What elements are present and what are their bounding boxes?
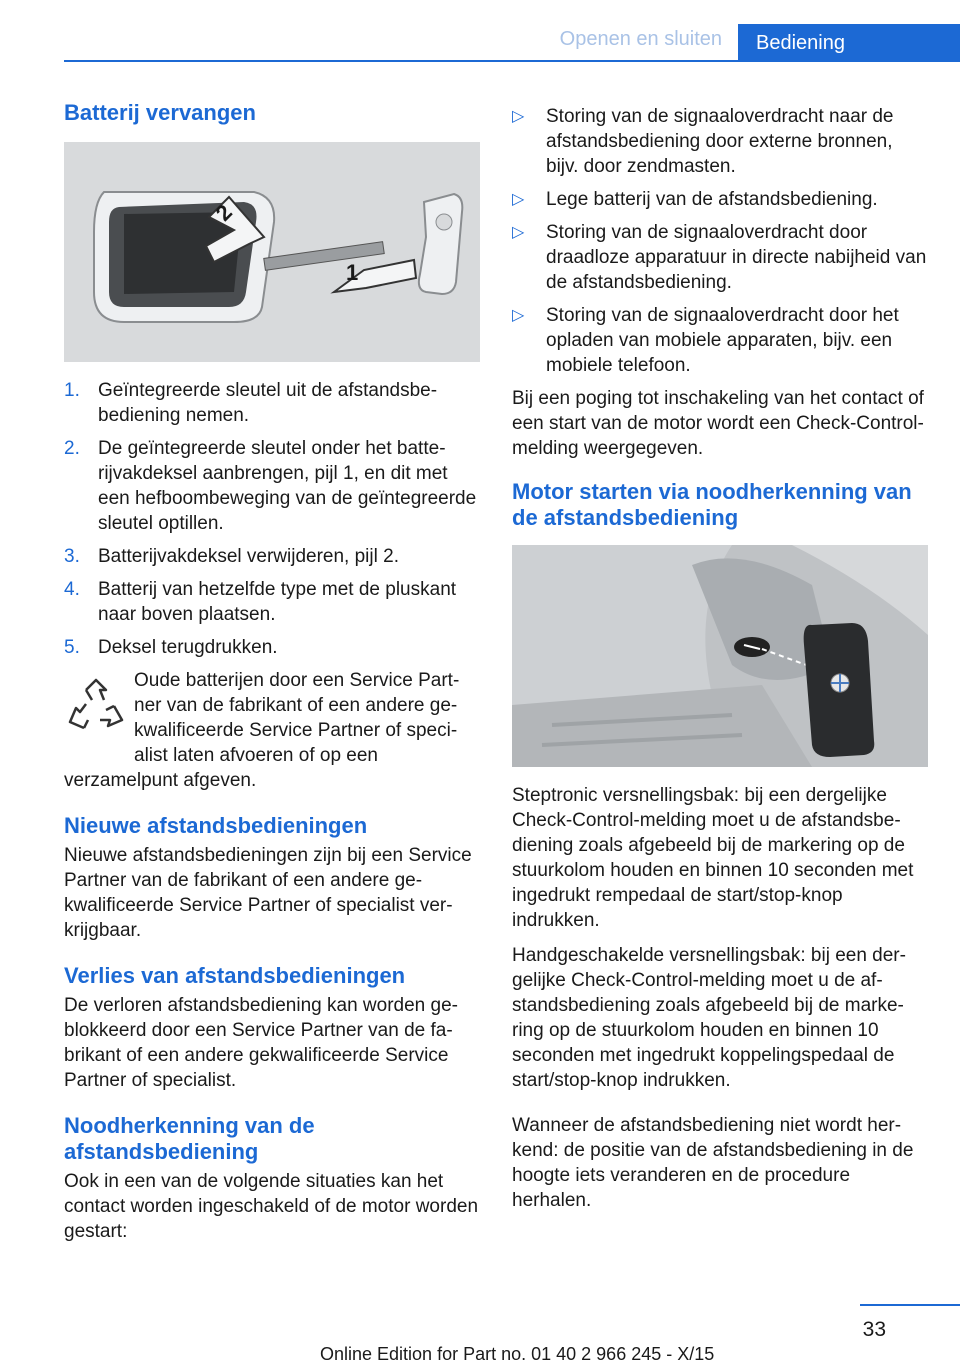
step-text: Batterijvakdeksel verwijderen, pijl 2. bbox=[98, 546, 399, 567]
battery-illustration bbox=[64, 142, 480, 362]
header-rule bbox=[64, 60, 960, 62]
edition-footer: Online Edition for Part no. 01 40 2 966 245 - X/15 bbox=[320, 1344, 715, 1364]
step-number: 4. bbox=[64, 579, 80, 600]
paragraph-steptronic: Steptronic versnellingsbak: bij een dergelijke Check-Control-melding moet u de afstandsbediening zoals afgebeeld bij de markering op de stuurkolom houden en binnen 10 seconden met ingedrukt rempedaal de start/stop-knop indrukken. bbox=[512, 785, 914, 931]
heading-start-engine: Motor starten via noodherkenning van de afstandsbediening bbox=[512, 479, 912, 530]
step-text: Deksel terugdrukken. bbox=[98, 637, 278, 658]
recycle-icon bbox=[64, 676, 128, 740]
step-text: Batterij van hetzelfde type met de pluskant naar boven plaatsen. bbox=[98, 579, 457, 625]
list-item-text: Storing van de signaaloverdracht naar de afstandsbediening door externe bronnen, bijv. door zendmasten. bbox=[546, 106, 894, 177]
step-text: De geïntegreerde sleutel onder het batterijvakdeksel aanbrengen, pijl 1, en dit met een hefboombeweging van de geïntegreerde sleutel optillen. bbox=[98, 438, 477, 534]
arrow-label-2: 2 bbox=[210, 199, 237, 226]
step-number: 1. bbox=[64, 380, 80, 401]
step-number: 3. bbox=[64, 546, 80, 567]
paragraph-new-remotes: Nieuwe afstandsbedieningen zijn bij een Service Partner van de fabrikant of een andere gekwalificeerde Service Partner of specialist verkrijgbaar. bbox=[64, 845, 472, 941]
list-item-text: Storing van de signaaloverdracht door draadloze apparatuur in directe nabijheid van de afstandsbediening. bbox=[546, 222, 927, 293]
list-item-text: Lege batterij van de afstandsbediening. bbox=[546, 189, 878, 210]
step-item bbox=[64, 577, 480, 627]
battery-steps bbox=[64, 378, 480, 660]
paragraph-check-control: Bij een poging tot inschakeling van het contact of een start van de motor wordt een Check-Control-melding weergegeven. bbox=[512, 388, 924, 459]
page-number: 33 bbox=[862, 1318, 886, 1341]
section-tab[interactable]: Openen en sluiten bbox=[559, 28, 722, 50]
recycle-text: Oude batterijen door een Service Partner van de fabrikant of een andere gekwalificeerde Service Partner of specialist laten afvoeren of op een verzamelpunt afgeven. bbox=[64, 670, 460, 791]
step-item bbox=[64, 544, 480, 569]
step-number: 5. bbox=[64, 637, 80, 658]
list-item bbox=[512, 303, 928, 378]
active-tab[interactable]: Bediening bbox=[738, 24, 960, 62]
left-column bbox=[64, 100, 480, 1254]
recycle-note bbox=[64, 668, 480, 793]
triangle-bullet-icon: ▷ bbox=[512, 307, 525, 324]
heading-new-remotes: Nieuwe afstandsbedieningen bbox=[64, 813, 368, 838]
step-item bbox=[64, 635, 480, 660]
footer-rule bbox=[860, 1304, 960, 1306]
heading-emergency-detection: Noodherkenning van de afstandsbediening bbox=[64, 1113, 315, 1164]
battery-figure bbox=[64, 142, 480, 362]
right-column bbox=[512, 104, 928, 1223]
heading-lost-remotes: Verlies van afstandsbedieningen bbox=[64, 963, 406, 988]
step-item bbox=[64, 378, 480, 428]
triangle-bullet-icon: ▷ bbox=[512, 191, 525, 208]
paragraph-not-recognized: Wanneer de afstandsbediening niet wordt herkend: de positie van de afstandsbediening in de hoogte iets veranderen en de procedure herhalen. bbox=[512, 1115, 914, 1211]
list-item bbox=[512, 104, 928, 179]
paragraph-emergency-detection: Ook in een van de volgende situaties kan het contact worden ingeschakeld of de motor worden gestart: bbox=[64, 1171, 479, 1242]
list-item bbox=[512, 187, 928, 212]
step-item bbox=[64, 436, 480, 536]
list-item bbox=[512, 220, 928, 295]
list-item-text: Storing van de signaaloverdracht door het opladen van mobiele apparaten, bijv. een mobiele telefoon. bbox=[546, 305, 899, 376]
heading-battery: Batterij vervangen bbox=[64, 100, 256, 125]
paragraph-lost-remotes: De verloren afstandsbediening kan worden geblokkeerd door een Service Partner van de fabrikant of een andere gekwalificeerde Service Partner of specialist. bbox=[64, 995, 458, 1091]
arrow-label-1: 1 bbox=[346, 260, 359, 285]
steering-column-illustration bbox=[512, 545, 928, 767]
step-text: Geïntegreerde sleutel uit de afstandsbebediening nemen. bbox=[98, 380, 438, 426]
steering-column-figure bbox=[512, 545, 928, 767]
step-number: 2. bbox=[64, 438, 80, 459]
paragraph-manual-gearbox: Handgeschakelde versnellingsbak: bij een dergelijke Check-Control-melding moet u de afstandsbediening zoals afgebeeld bij de markering op de stuurkolom houden en binnen 10 seconden met ingedrukt koppelingspedaal de start/stop-knop indrukken. bbox=[512, 945, 906, 1091]
triangle-bullet-icon: ▷ bbox=[512, 224, 525, 241]
triangle-bullet-icon: ▷ bbox=[512, 108, 525, 125]
situation-list bbox=[512, 104, 928, 378]
